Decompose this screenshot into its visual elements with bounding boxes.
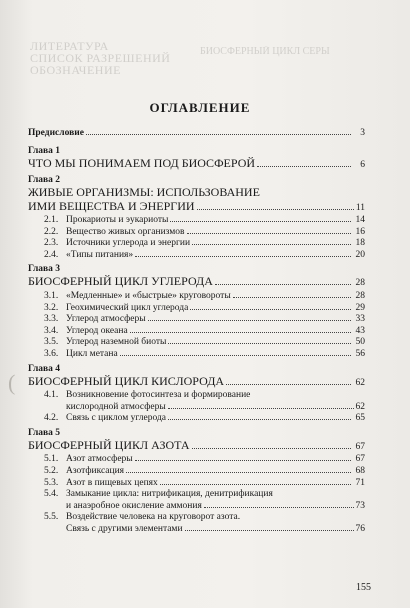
toc-entry-chapter-1[interactable] [28, 157, 365, 173]
toc-label: Цикл метана [66, 348, 118, 359]
section-number: 5.5. [44, 512, 59, 523]
leader-dots [168, 419, 351, 420]
section-number: 4.1. [44, 390, 59, 401]
ghost-line: ЛИТЕРАТУРА [30, 40, 109, 52]
toc-entry-section[interactable] [28, 215, 365, 227]
leader-dots [190, 309, 351, 310]
toc-page: 16 [355, 226, 365, 237]
bleed-through-text [30, 40, 360, 76]
leader-dots [185, 530, 354, 531]
toc-entry-section[interactable] [28, 250, 365, 262]
toc-label: Прокариоты и эукариоты [66, 215, 169, 226]
ghost-line: БИОСФЕРНЫЙ ЦИКЛ СЕРЫ [200, 46, 330, 57]
toc-page: 6 [360, 159, 365, 170]
toc-page: 56 [355, 348, 365, 359]
toc-label-line1: ЖИВЫЕ ОРГАНИЗМЫ: ИСПОЛЬЗОВАНИЕ [28, 185, 260, 200]
toc-page: 28 [355, 278, 365, 289]
toc-page: 33 [355, 314, 365, 325]
section-number: 3.3. [44, 314, 59, 325]
toc-page: 68 [355, 465, 365, 476]
toc-page: 62 [355, 401, 365, 412]
toc-page: 71 [355, 477, 365, 488]
section-number: 2.1. [44, 215, 59, 226]
ghost-line: СПИСОК РАЗРЕШЕНИЙ [30, 52, 171, 64]
toc-entry-section[interactable] [28, 291, 365, 303]
ghost-line: ОБОЗНАЧЕНИЕ [30, 64, 121, 76]
section-number: 2.3. [44, 238, 59, 249]
toc-label: Азот атмосферы [66, 454, 133, 465]
toc-label-line2: Связь с другими элементами [66, 523, 183, 534]
toc-page: 29 [355, 302, 365, 313]
leader-dots [135, 460, 351, 461]
leader-dots [204, 507, 354, 508]
leader-dots [215, 284, 351, 285]
toc-label: Азотфиксация [66, 465, 125, 476]
toc-label: Азот в пищевых цепях [66, 477, 158, 488]
toc-entry-section[interactable] [28, 303, 365, 315]
toc-page: 20 [355, 249, 365, 260]
toc-entry-section[interactable] [28, 227, 365, 239]
section-number: 5.1. [44, 454, 59, 465]
toc-entry-chapter-3[interactable] [28, 275, 365, 291]
toc-label: Вещество живых организмов [66, 226, 185, 237]
toc-entry-section[interactable] [28, 238, 365, 250]
toc-label-line2: и анаэробное окисление аммония [66, 500, 202, 511]
toc-page: 18 [355, 238, 365, 249]
toc-label: Геохимический цикл углерода [66, 302, 189, 313]
toc-label: «Медленные» и «быстрые» круговороты [66, 290, 231, 301]
toc-page: 65 [355, 413, 365, 424]
toc-page: 62 [355, 377, 365, 388]
chapter-label: Глава 3 [28, 264, 61, 275]
toc-entry-section[interactable] [28, 314, 365, 326]
toc-page: 11 [355, 202, 365, 213]
toc-entry-section[interactable] [28, 489, 365, 512]
toc-label-line1: Замыкание цикла: нитрификация, денитрификация [66, 489, 273, 500]
leader-dots [148, 320, 351, 321]
bleed-bracket: ( [8, 370, 16, 395]
toc-page: 28 [355, 290, 365, 301]
toc-entry-chapter-4[interactable] [28, 375, 365, 391]
toc-label-line1: Воздействие человека на круговорот азота. [66, 512, 241, 523]
leader-dots [168, 343, 351, 344]
leader-dots [86, 134, 351, 135]
leader-dots [168, 408, 354, 409]
toc-label: БИОСФЕРНЫЙ ЦИКЛ УГЛЕРОДА [28, 274, 213, 289]
section-number: 3.6. [44, 348, 59, 359]
toc-entry-section[interactable] [28, 454, 365, 466]
leader-dots [187, 233, 351, 234]
leader-dots [233, 297, 351, 298]
toc-page: 73 [355, 500, 365, 511]
toc-label: БИОСФЕРНЫЙ ЦИКЛ АЗОТА [28, 437, 190, 452]
toc-page: 76 [355, 523, 365, 534]
toc-entry-section[interactable] [28, 512, 365, 535]
leader-dots [130, 332, 351, 333]
leader-dots [135, 256, 351, 257]
leader-dots [192, 244, 351, 245]
section-number: 5.4. [44, 489, 59, 500]
toc-entry-section[interactable] [28, 413, 365, 425]
leader-dots [170, 221, 351, 222]
toc-entry-chapter-5[interactable] [28, 439, 365, 455]
leader-dots [192, 448, 351, 449]
toc-entry-chapter-2[interactable] [28, 186, 365, 215]
toc-page: 50 [355, 337, 365, 348]
toc-entry-section[interactable] [28, 466, 365, 478]
section-number: 2.4. [44, 249, 59, 260]
toc-entry-section[interactable] [28, 478, 365, 490]
section-number: 3.1. [44, 290, 59, 301]
toc-label: Углерод атмосферы [66, 314, 146, 325]
section-number: 3.2. [44, 302, 59, 313]
leader-dots [226, 384, 351, 385]
toc-page: 43 [355, 325, 365, 336]
chapter-label: Глава 5 [28, 427, 61, 438]
toc-label: Углерод океана [66, 325, 128, 336]
section-number: 3.4. [44, 325, 59, 336]
section-number: 5.2. [44, 465, 59, 476]
toc-label: Углерод наземной биоты [66, 337, 167, 348]
toc-label-line1: Возникновение фотосинтеза и формирование [66, 390, 251, 401]
chapter-label: Глава 1 [28, 145, 61, 156]
toc-page: 67 [355, 441, 365, 452]
leader-dots [197, 209, 354, 210]
toc-label-line2: ИМИ ВЕЩЕСТВА И ЭНЕРГИИ [28, 198, 195, 213]
toc-label: «Типы питания» [66, 249, 134, 260]
section-number: 5.3. [44, 477, 59, 488]
chapter-label: Глава 2 [28, 175, 61, 186]
leader-dots [257, 166, 351, 167]
section-number: 3.5. [44, 337, 59, 348]
section-number: 2.2. [44, 226, 59, 237]
toc-label: ЧТО МЫ ПОНИМАЕМ ПОД БИОСФЕРОЙ [28, 155, 256, 170]
leader-dots [126, 472, 351, 473]
toc-label: БИОСФЕРНЫЙ ЦИКЛ КИСЛОРОДА [28, 373, 225, 388]
table-of-contents [28, 128, 365, 535]
toc-entry-section[interactable] [28, 349, 365, 361]
toc-page: 67 [355, 454, 365, 465]
toc-page: 14 [355, 215, 365, 226]
section-number: 4.2. [44, 413, 59, 424]
leader-dots [160, 484, 351, 485]
toc-label: Предисловие [28, 128, 84, 138]
page-title: ОГЛАВЛЕНИЕ [149, 100, 251, 115]
leader-dots [120, 355, 351, 356]
toc-page: 3 [360, 128, 365, 138]
page-number: 155 [356, 582, 371, 593]
toc-label-line2: кислородной атмосферы [66, 401, 166, 412]
toc-label: Источники углерода и энергии [66, 238, 191, 249]
toc-entry-section[interactable] [28, 390, 365, 413]
chapter-label: Глава 4 [28, 363, 61, 374]
toc-entry-section[interactable] [28, 337, 365, 349]
toc-entry-section[interactable] [28, 326, 365, 338]
toc-entry-preface[interactable] [28, 128, 365, 140]
toc-label: Связь с циклом углерода [66, 413, 166, 424]
